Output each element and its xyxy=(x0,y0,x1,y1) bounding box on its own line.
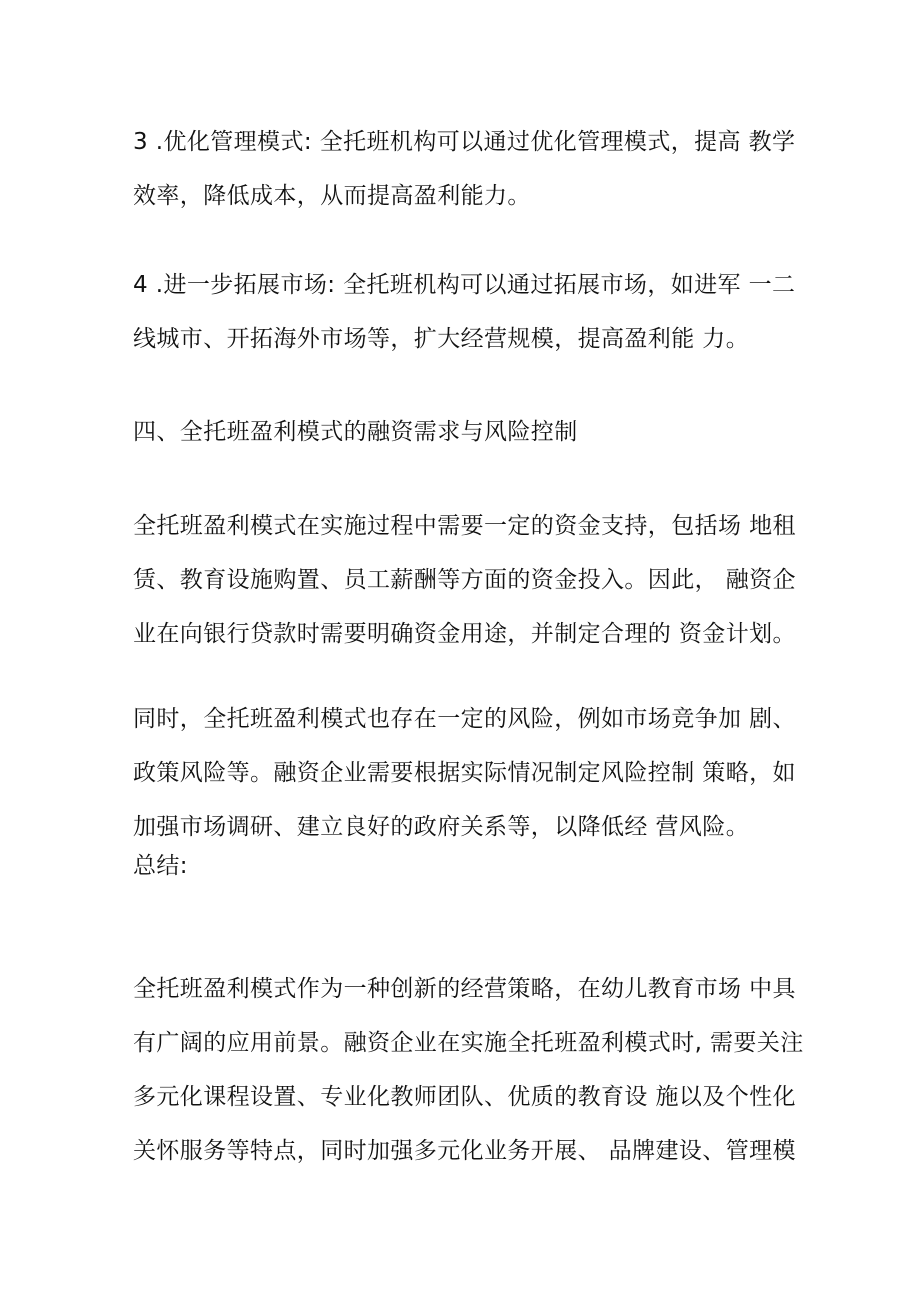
section-heading: 四、全托班盈利模式的融资需求与风险控制 xyxy=(133,419,578,445)
text-line: 有广阔的应用前景。融资企业在实施全托班盈利模式时, 需要关注 xyxy=(133,1030,804,1056)
text-line: 3 .优化管理模式: 全托班机构可以通过优化管理模式，提高 教学 xyxy=(133,129,796,155)
paragraph-risk-control xyxy=(133,692,803,854)
text-line: 关怀服务等特点，同时加强多元化业务开展、 品牌建设、管理模 xyxy=(133,1138,796,1164)
text-line: 政策风险等。融资企业需要根据实际情况制定风险控制 策略，如 xyxy=(133,760,796,786)
text-line: 同时，全托班盈利模式也存在一定的风险，例如市场竞争加 剧、 xyxy=(133,706,796,732)
text-line: 全托班盈利模式作为一种创新的经营策略，在幼儿教育市场 中具 xyxy=(133,976,796,1002)
section-heading-financing-risk xyxy=(133,405,803,459)
text-line: 多元化课程设置、专业化教师团队、优质的教育设 施以及个性化 xyxy=(133,1084,796,1110)
text-line: 效率，降低成本，从而提高盈利能力。 xyxy=(133,183,531,209)
summary-heading-block xyxy=(133,839,803,893)
paragraph-optimize-management xyxy=(133,115,803,223)
text-line: 4 .进一步拓展市场: 全托班机构可以通过拓展市场，如进军 一二 xyxy=(133,272,796,298)
paragraph-financing-needs xyxy=(133,499,803,661)
paragraph-expand-market xyxy=(133,258,803,366)
text-line: 业在向银行贷款时需要明确资金用途，并制定合理的 资金计划。 xyxy=(133,621,796,647)
text-line: 全托班盈利模式在实施过程中需要一定的资金支持，包括场 地租 xyxy=(133,513,796,539)
summary-heading: 总结: xyxy=(133,853,188,879)
text-line: 加强市场调研、建立良好的政府关系等，以降低经 营风险。 xyxy=(133,814,750,840)
text-line: 赁、教育设施购置、员工薪酬等方面的资金投入。因此， 融资企 xyxy=(133,567,796,593)
text-line: 线城市、开拓海外市场等，扩大经营规模，提高盈利能 力。 xyxy=(133,326,750,352)
paragraph-summary xyxy=(133,962,803,1178)
